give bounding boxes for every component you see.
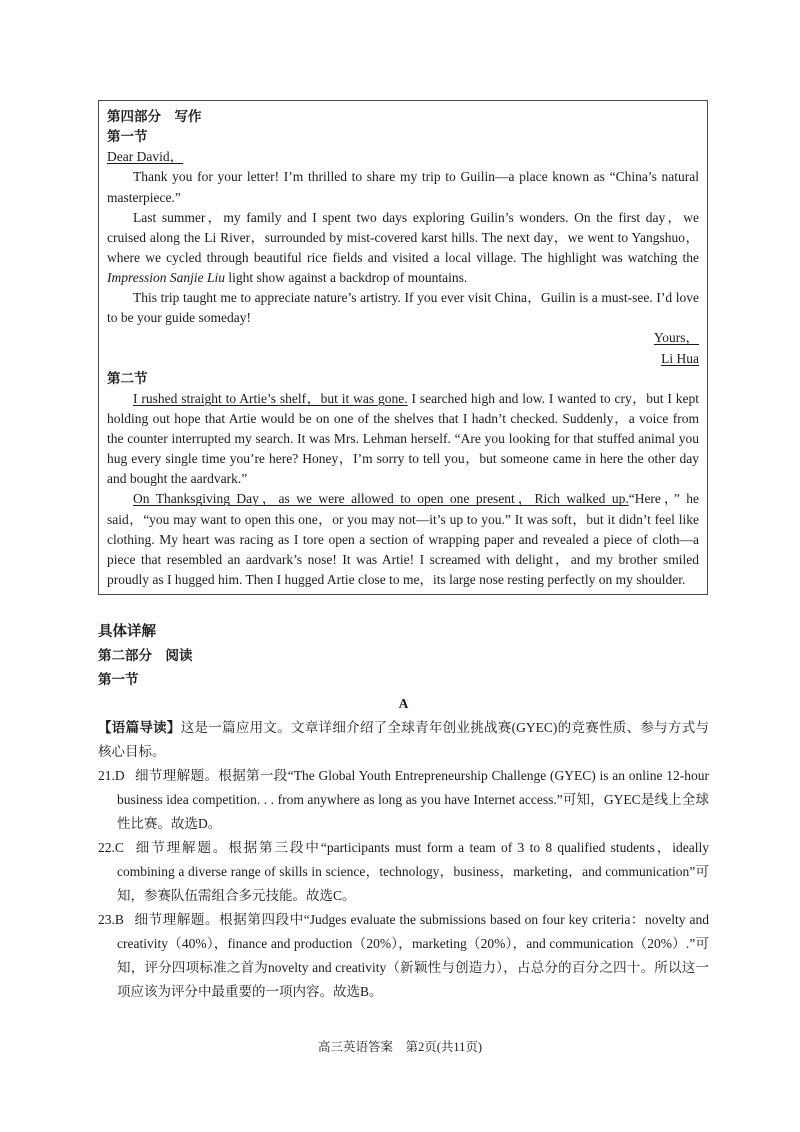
- page-footer: 高三英语答案 第2页(共11页): [317, 1040, 483, 1054]
- answer-label: 21.D: [98, 768, 125, 783]
- letter-salutation: [107, 147, 699, 167]
- letter-paragraph-3: This trip taught me to appreciate nature’s artistry. If you ever visit China，Guilin is a must-see. I’d love to be your guide someday!: [107, 290, 699, 326]
- intro-label: 【语篇导读】: [98, 720, 181, 735]
- explanations-title: 具体详解: [98, 624, 156, 640]
- intro-text: 这是一篇应用文。文章详细介绍了全球青年创业挑战赛(GYEC)的竞赛性质、参与方式与核心目标。: [98, 720, 710, 759]
- detailed-explanations: [98, 620, 709, 1004]
- question-type: 细节理解题。: [133, 840, 229, 855]
- letter-paragraph-2: [107, 208, 699, 289]
- answer-explanation: 根据第四段中“Judges evaluate the submissions based on four key criteria：novelty and creativity（40%），finance and production（20%），marketing（20%），and communication（20%）.”可知，评分四项标准之首为novelty and creativity（新颖性与创造力），占总分的百分之四十。所以这一项应该为评分中最重要的一项内容。故选B。: [117, 912, 710, 999]
- story-paragraph-1: [107, 389, 699, 490]
- answer-label: 23.B: [98, 912, 124, 927]
- answer-23: [98, 908, 709, 1004]
- answer-22: [98, 836, 709, 908]
- letter-paragraph-1: Thank you for your letter! I’m thrilled to share my trip to Guilin—a place known as “China’s natural masterpiece.”: [107, 169, 699, 205]
- part-heading: 第二部分 阅读: [98, 648, 193, 663]
- letter-closing: [107, 328, 699, 348]
- question-type: 细节理解题。: [134, 768, 219, 783]
- passage-label: A: [398, 696, 409, 711]
- story-paragraph-1-text: I searched high and low. I wanted to cry，but I kept holding out hope that Artie would be on one of the shelves that I hadn’t checked. Suddenly，a voice from the counter interrupted my search. It was Mrs. Lehman herself. “Are you looking for that stuffed animal you hug every single time you’re here? Honey，I’m sorry to tell you，but someone came in here the other day and bought the aardvark.”: [107, 390, 699, 487]
- story-paragraph-2: [107, 489, 699, 590]
- paragraph-2-text-after: light show against a backdrop of mountains.: [225, 270, 468, 285]
- answer-21: [98, 764, 709, 836]
- paragraph-2-text-before: Last summer，my family and I spent two days exploring Guilin’s wonders. On the first day，we cruised along the Li River，surrounded by mist-covered karst hills. The next day，we went to Yangshuo，where we cycled through beautiful rice fields and visited a local village. The highlight was watching the: [107, 209, 699, 265]
- section1-heading: 第一节: [107, 129, 148, 145]
- given-opening-sentence: On Thanksgiving Day，as we were allowed to open one present，Rich walked up.: [133, 491, 629, 507]
- question-type: 细节理解题。: [133, 912, 220, 927]
- passage-intro: [98, 716, 709, 764]
- writing-answer-box: [98, 100, 708, 595]
- writing-title: 第四部分 写作: [107, 109, 202, 124]
- answer-label: 22.C: [98, 840, 124, 855]
- letter-signature: [107, 349, 699, 369]
- given-opening-sentence: I rushed straight to Artie’s shelf，but it was gone.: [133, 390, 408, 406]
- signature-text: Li Hua: [661, 350, 699, 366]
- salutation-text: Dear David，: [107, 149, 184, 165]
- answer-explanation: 根据第一段“The Global Youth Entrepreneurship Challenge (GYEC) is an online 12-hour business idea competition. . . from anywhere as long as you have Internet access.”可知，GYEC是线上全球性比赛。故选D。: [117, 768, 709, 831]
- section2-heading: 第二节: [107, 370, 148, 386]
- answer-explanation: 根据第三段中“participants must form a team of 3 to 8 qualified students，ideally combining a diverse range of skills in science，technology，business，marketing，and communication”可知，参赛队伍需组合多元技能。故选C。: [117, 840, 710, 903]
- closing-text: Yours，: [653, 330, 699, 346]
- show-title-italic: Impression Sanjie Liu: [107, 270, 225, 285]
- story-paragraph-2-text: “Here，” he said，“you may want to open this one，or you may not—it’s up to you.” It was soft，but it didn’t feel like clothing. My heart was racing as I tore open a section of wrapping paper and revealed a piece of cloth—a piece that resembled an aardvark’s nose! It was Artie! I screamed with delight，and my brother smiled proudly as I hugged him. Then I hugged Artie close to me，its large nose resting perfectly on my shoulder.: [107, 491, 699, 587]
- section-heading: 第一节: [98, 672, 139, 687]
